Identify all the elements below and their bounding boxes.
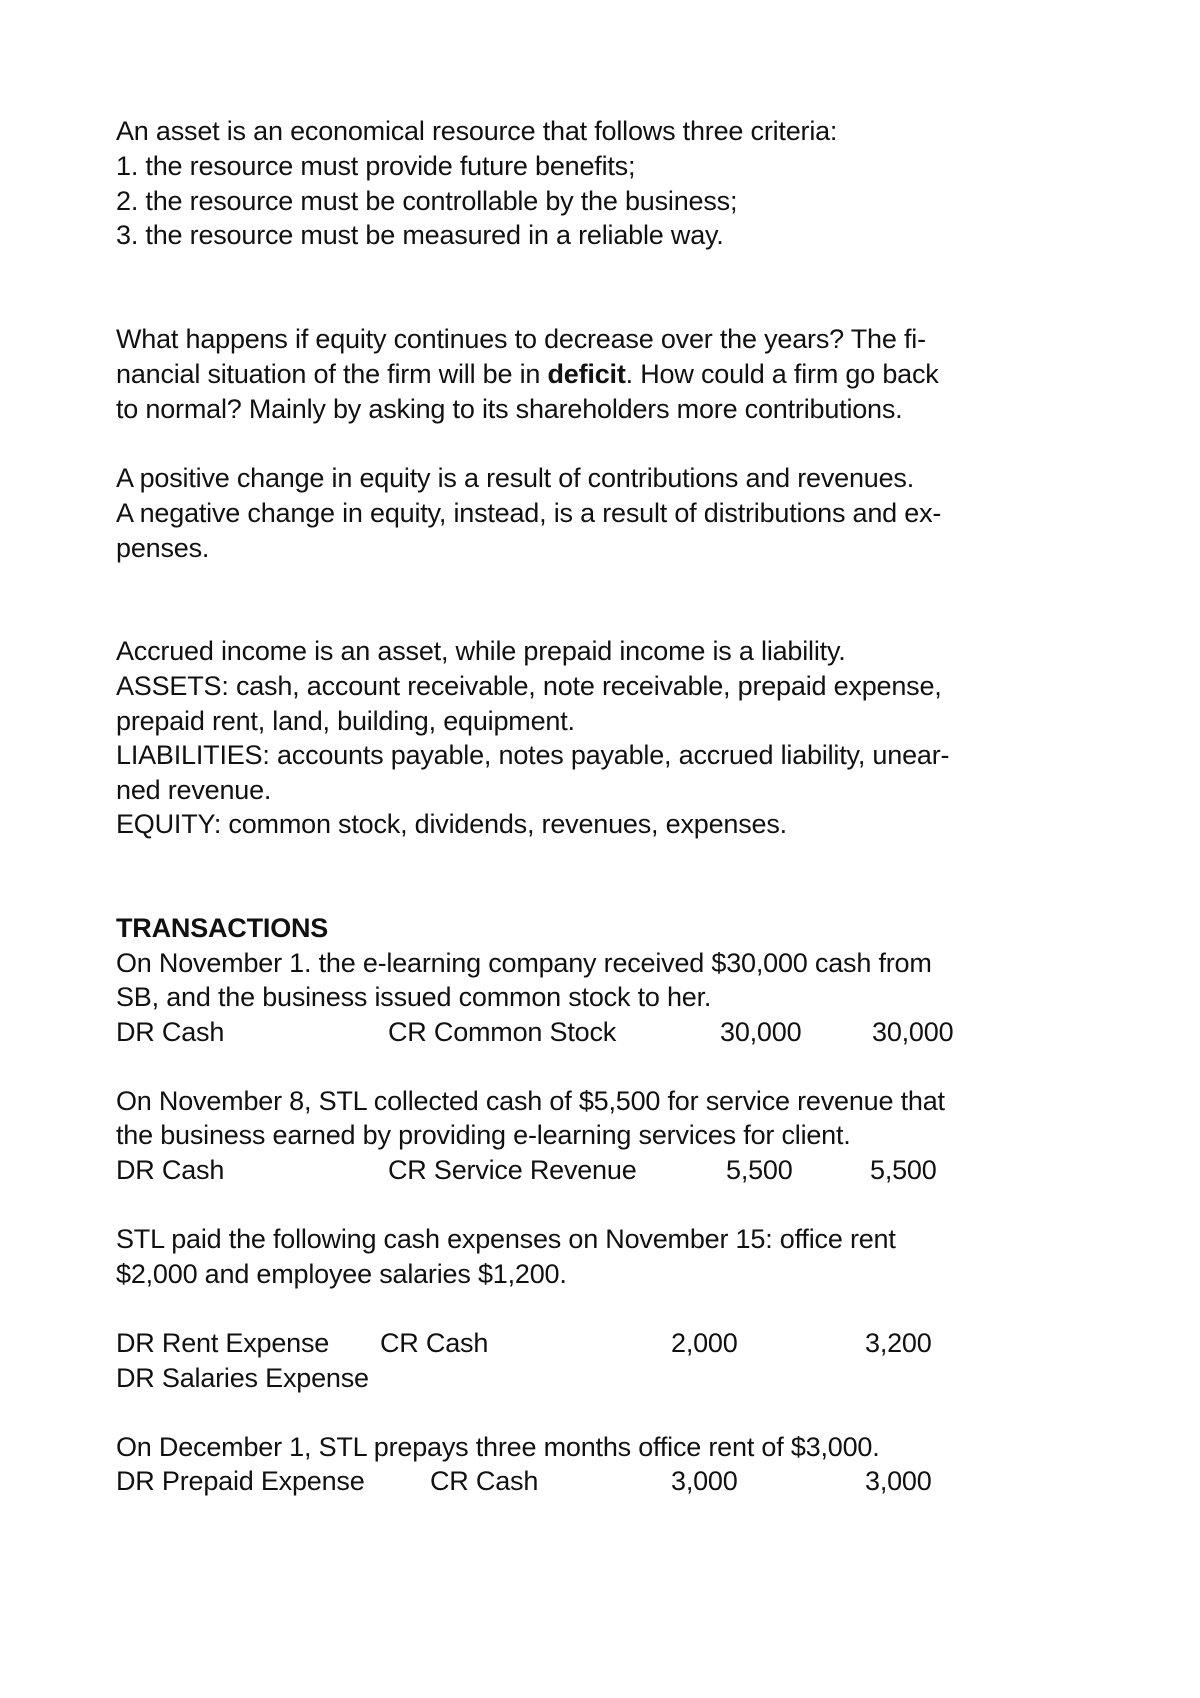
journal-credit-amount: 30,000	[872, 1017, 954, 1047]
journal-debit: DR Cash	[116, 1155, 225, 1185]
journal-credit: CR Cash	[380, 1328, 489, 1358]
deficit-line: to normal? Mainly by asking to its shareholders more contributions.	[116, 394, 903, 424]
journal-credit-amount: 3,000	[865, 1466, 932, 1496]
transactions-heading: TRANSACTIONS	[116, 913, 329, 943]
classification-line: Accrued income is an asset, while prepaid income is a liability.	[116, 636, 846, 666]
classification-line: ned revenue.	[116, 775, 272, 805]
journal-debit: DR Cash	[116, 1017, 225, 1047]
journal-credit-amount: 5,500	[870, 1155, 937, 1185]
equity-change-line: A negative change in equity, instead, is a result of distributions and ex-	[116, 498, 942, 528]
journal-debit-amount: 2,000	[671, 1328, 738, 1358]
transaction-desc: STL paid the following cash expenses on November 15: office rent	[116, 1224, 896, 1254]
transaction-desc: $2,000 and employee salaries $1,200.	[116, 1259, 567, 1289]
deficit-line: nancial situation of the firm will be in deficit. How could a firm go back	[116, 359, 939, 389]
criteria-item: 3. the resource must be measured in a reliable way.	[116, 220, 724, 250]
deficit-keyword: deficit	[547, 359, 626, 389]
deficit-line: What happens if equity continues to decrease over the years? The fi-	[116, 324, 926, 354]
transaction-desc: On November 8, STL collected cash of $5,500 for service revenue that	[116, 1086, 945, 1116]
transaction-desc: On November 1. the e-learning company received $30,000 cash from	[116, 948, 932, 978]
classification-line: ASSETS: cash, account receivable, note receivable, prepaid expense,	[116, 671, 942, 701]
criteria-intro: An asset is an economical resource that follows three criteria:	[116, 116, 838, 146]
journal-debit: DR Prepaid Expense	[116, 1466, 365, 1496]
equity-change-line: A positive change in equity is a result of contributions and revenues.	[116, 463, 914, 493]
journal-debit: DR Salaries Expense	[116, 1363, 369, 1393]
journal-debit-amount: 30,000	[720, 1017, 802, 1047]
classification-line: prepaid rent, land, building, equipment.	[116, 706, 575, 736]
transaction-desc: On December 1, STL prepays three months office rent of $3,000.	[116, 1432, 880, 1462]
transaction-desc: SB, and the business issued common stock to her.	[116, 982, 712, 1012]
journal-credit: CR Cash	[430, 1466, 539, 1496]
transaction-desc: the business earned by providing e-learning services for client.	[116, 1120, 851, 1150]
journal-credit: CR Service Revenue	[388, 1155, 637, 1185]
classification-line: EQUITY: common stock, dividends, revenues, expenses.	[116, 809, 787, 839]
journal-credit-amount: 3,200	[865, 1328, 932, 1358]
classification-line: LIABILITIES: accounts payable, notes payable, accrued liability, unear-	[116, 740, 950, 770]
criteria-item: 1. the resource must provide future benefits;	[116, 151, 636, 181]
journal-credit: CR Common Stock	[388, 1017, 617, 1047]
journal-debit-amount: 3,000	[671, 1466, 738, 1496]
criteria-item: 2. the resource must be controllable by the business;	[116, 186, 738, 216]
journal-debit: DR Rent Expense	[116, 1328, 330, 1358]
journal-debit-amount: 5,500	[726, 1155, 793, 1185]
equity-change-line: penses.	[116, 533, 210, 563]
